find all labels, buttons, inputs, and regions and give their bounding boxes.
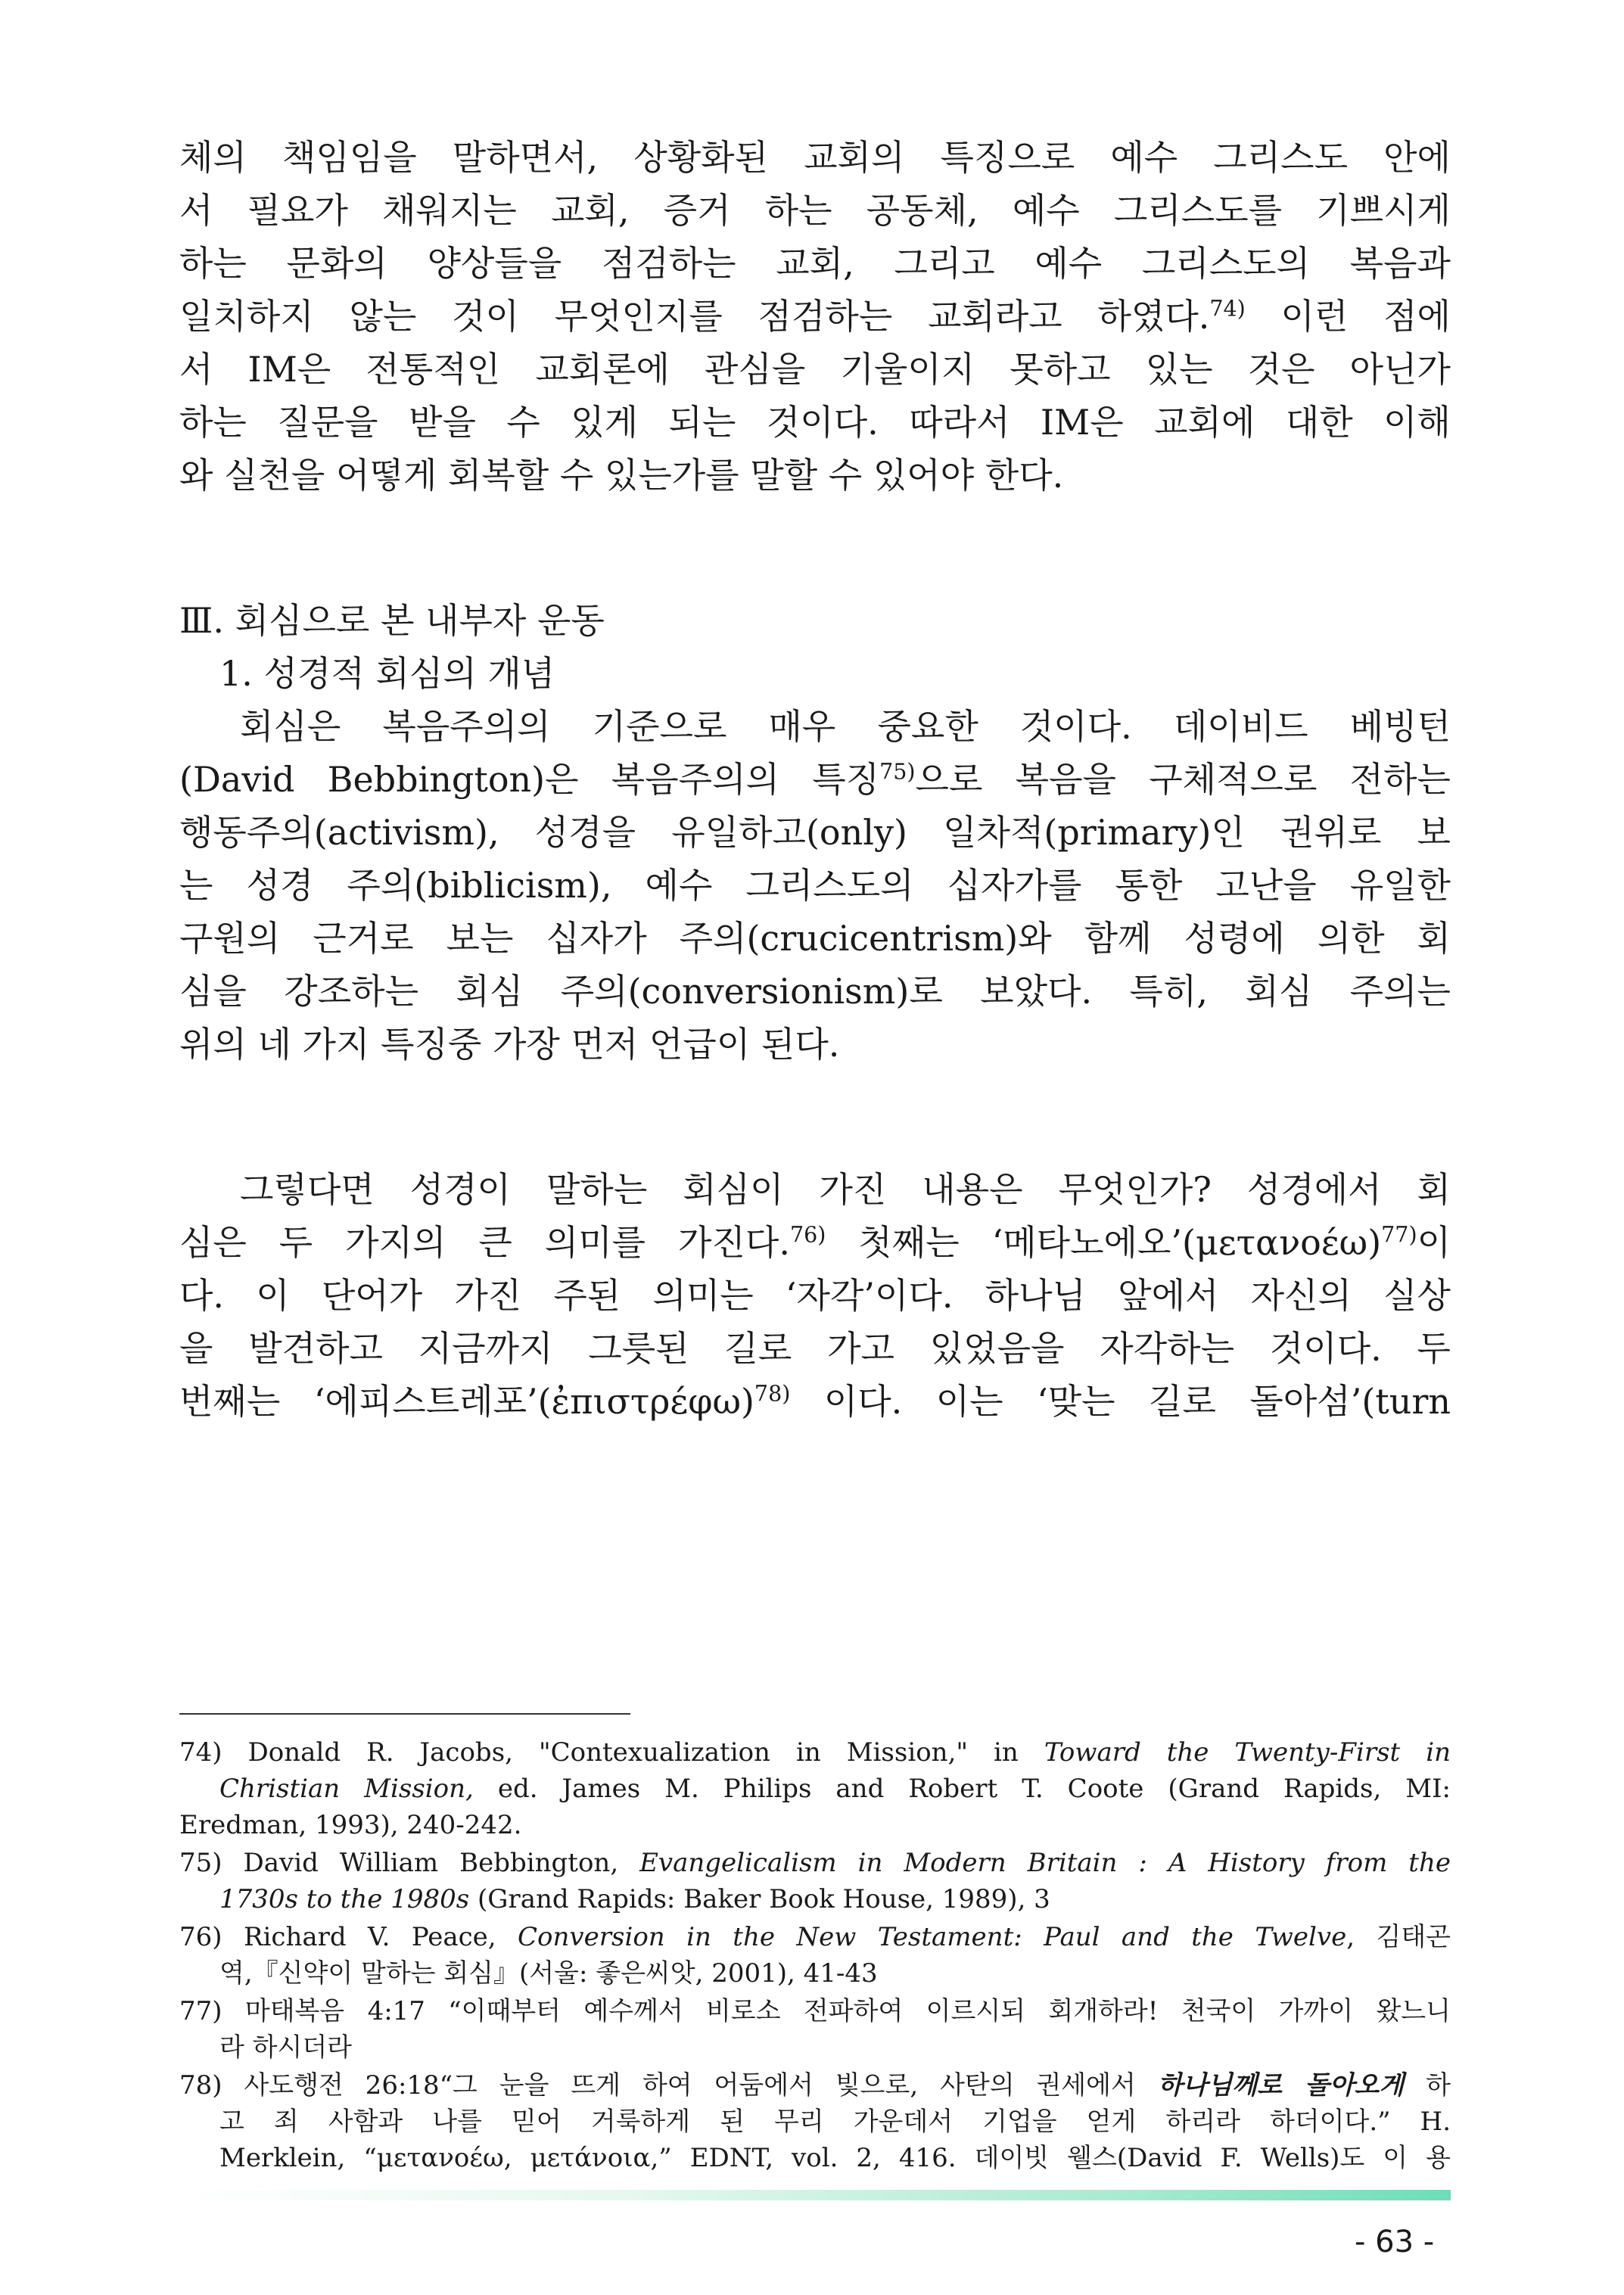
footnote-76-cont: 역,『신약이 말하는 회심』(서울: 좋은씨앗, 2001), 41-43 bbox=[219, 1958, 878, 1989]
footnote-ref-74[interactable]: 74) bbox=[1209, 296, 1246, 322]
footnote-ref-75[interactable]: 75) bbox=[879, 759, 916, 785]
footnote-78-cont: 고 죄 사함과 나를 믿어 거룩하게 된 무리 가운데서 기업을 얻게 하리라 하더이다.” H. bbox=[219, 2107, 1451, 2137]
paragraph-line: 행동주의(activism), 성경을 유일하고(only) 일차적(primary)인 권위로 보 bbox=[179, 812, 1451, 853]
paragraph-line: 을 발견하고 지금까지 그릇된 길로 가고 있었음을 자각하는 것이다. 두 bbox=[179, 1328, 1451, 1369]
footnote-ref-78[interactable]: 78) bbox=[754, 1381, 791, 1407]
section-heading: Ⅲ. 회심으로 본 내부자 운동 bbox=[179, 600, 605, 641]
footnote-74-cont: Christian Mission, ed. James M. Philips and Robert T. Coote (Grand Rapids, MI: bbox=[219, 1774, 1451, 1804]
paragraph-line: (David Bebbington)은 복음주의의 특징$^{75)}$으로 복음을 구체적으로 전하는 bbox=[179, 759, 1451, 800]
paragraph-line: 번째는 ‘에피스트레포’(ἐπιστρέφω)$^{78)}$ 이다. 이는 ‘맞는 길로 돌아섬’(turn bbox=[179, 1381, 1451, 1422]
subsection-heading: 1. 성경적 회심의 개념 bbox=[219, 653, 555, 694]
paragraph-line: 하는 문화의 양상들을 점검하는 교회, 그리고 예수 그리스도의 복음과 bbox=[179, 243, 1451, 284]
footnote-75-cont: 1730s to the 1980s (Grand Rapids: Baker Book House, 1989), 3 bbox=[219, 1884, 1050, 1914]
footnote-77: 77) 마태복음 4:17 “이때부터 예수께서 비로소 전파하여 이르시되 회개하라! 천국이 가까이 왔느니 bbox=[179, 1996, 1451, 2026]
footnote-78-cont: Merklein, “μετανοέω, μετάνοια,” EDNT, vol. 2, 416. 데이빗 웰스(David F. Wells)도 이 용 bbox=[219, 2143, 1451, 2173]
page-number: - 63 - bbox=[1355, 2225, 1435, 2259]
footnote-ref-77[interactable]: 77) bbox=[1381, 1222, 1417, 1248]
footnote-74: 74) Donald R. Jacobs, "Contexualization in Mission," in Toward the Twenty-First in bbox=[179, 1737, 1451, 1768]
footnote-separator bbox=[179, 1713, 630, 1715]
footnote-78: 78) 사도행전 26:18“그 눈을 뜨게 하여 어둠에서 빛으로, 사탄의 권세에서 하나님께로 돌아오게 하 bbox=[179, 2070, 1451, 2101]
footnote-76: 76) Richard V. Peace, Conversion in the New Testament: Paul and the Twelve, 김태곤 bbox=[179, 1922, 1451, 1952]
paragraph-line: 와 실천을 어떻게 회복할 수 있는가를 말할 수 있어야 한다. bbox=[179, 455, 1064, 496]
footnote-ref-76[interactable]: 76) bbox=[789, 1222, 826, 1248]
paragraph-line: 구원의 근거로 보는 십자가 주의(crucicentrism)와 함께 성령에 의한 회 bbox=[179, 918, 1451, 959]
paragraph-line: 위의 네 가지 특징중 가장 먼저 언급이 된다. bbox=[179, 1024, 840, 1065]
paragraph-line: 심은 두 가지의 큰 의미를 가진다.$^{76)}$ 첫째는 ‘메타노에오$’(\mu\varepsilon\tau\alpha\nu oέ\omega)^{77)}$이 bbox=[179, 1222, 1451, 1263]
paragraph-line: 서 필요가 채워지는 교회, 증거 하는 공동체, 예수 그리스도를 기쁘시게 bbox=[179, 190, 1451, 231]
paragraph-line: 일치하지 않는 것이 무엇인지를 점검하는 교회라고 하였다.$^{74)}$ 이런 점에 bbox=[179, 296, 1451, 337]
paragraph-line: 회심은 복음주의의 기준으로 매우 중요한 것이다. 데이비드 베빙턴 bbox=[240, 706, 1451, 747]
paragraph-line: 하는 질문을 받을 수 있게 되는 것이다. 따라서 IM은 교회에 대한 이해 bbox=[179, 402, 1451, 443]
footnote-77-cont: 라 하시더라 bbox=[219, 2032, 353, 2063]
footnote-75: 75) David William Bebbington, Evangelicalism in Modern Britain : A History from the bbox=[179, 1848, 1451, 1878]
paragraph-line: 그렇다면 성경이 말하는 회심이 가진 내용은 무엇인가? 성경에서 회 bbox=[240, 1169, 1451, 1210]
paragraph-line: 는 성경 주의(biblicism), 예수 그리스도의 십자가를 통한 고난을 유일한 bbox=[179, 865, 1451, 906]
paragraph-line: 다. 이 단어가 가진 주된 의미는 ‘자각’이다. 하나님 앞에서 자신의 실상 bbox=[179, 1275, 1451, 1316]
footer-accent-bar bbox=[179, 2190, 1451, 2200]
paragraph-line: 심을 강조하는 회심 주의(conversionism)로 보았다. 특히, 회심 주의는 bbox=[179, 971, 1451, 1012]
paragraph-line: 체의 책임임을 말하면서, 상황화된 교회의 특징으로 예수 그리스도 안에 bbox=[179, 137, 1451, 178]
footnote-74-cont: Eredman, 1993), 240-242. bbox=[179, 1810, 522, 1840]
paragraph-line: 서 IM은 전통적인 교회론에 관심을 기울이지 못하고 있는 것은 아닌가 bbox=[179, 349, 1451, 390]
